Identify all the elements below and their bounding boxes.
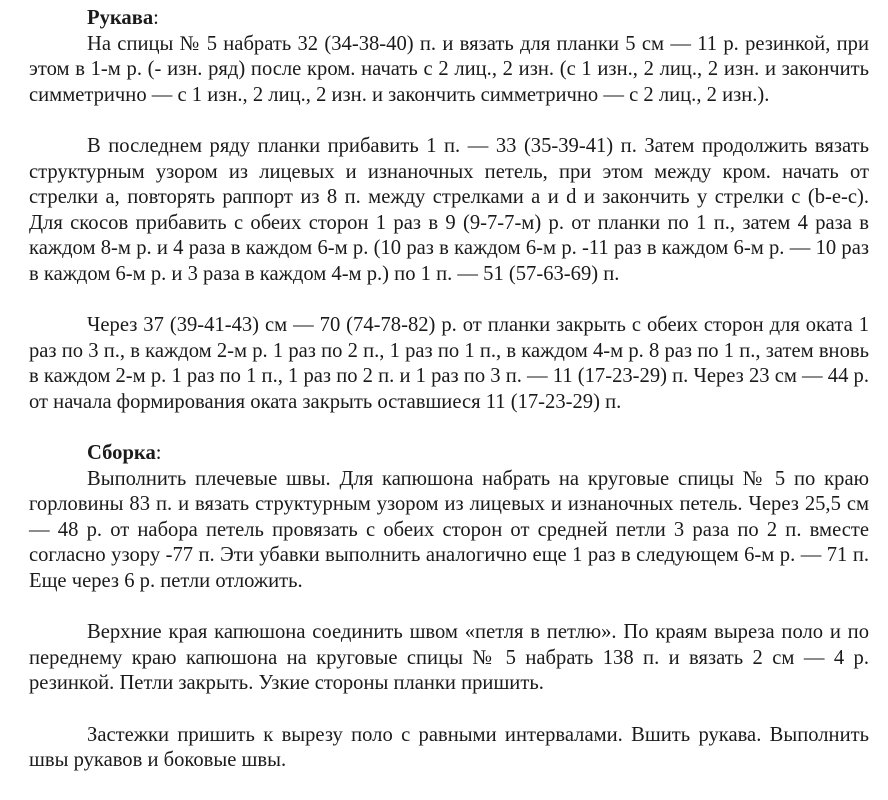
assembly-heading-colon: : [155,442,162,465]
sleeves-heading-text: Рукава [87,7,154,29]
sleeves-paragraph-1: На спицы № 5 набрать 32 (34-38-40) п. и вязать для планки 5 см — 11 р. резинкой, при этом в 1-м р. (- изн. ряд) после кром. начать с 2 лиц., 2 изн. (с 1 изн., 2 лиц., 2 изн. и закончить симметрично — с 1 изн., 2 лиц., 2 изн. и закончить симметрично — с 2 лиц., 2 изн.). [29,32,869,106]
sleeves-heading [87,6,869,32]
paragraph-spacer [29,697,869,723]
assembly-paragraph-1: Выполнить плечевые швы. Для капюшона набрать на круговые спицы № 5 по краю горловины 83 п. и вязать структурным узором из лицевых и изнаночных петель. Через 25,5 см — 48 р. от набора петель провязать с обеих сторон от средней петли 3 раза по 2 п. вместе согласно узору -77 п. Эти убавки выполнить аналогично еще 1 раз в следующем 6-м р. — 71 п. Еще через 6 р. петли отложить. [29,467,869,593]
paragraph-spacer [29,108,869,134]
paragraph-spacer [29,288,869,314]
sleeves-heading-colon: : [153,7,159,29]
assembly-heading [87,441,869,467]
paragraph-spacer [29,595,869,621]
document-page [29,6,869,774]
assembly-heading-text: Сборка [87,442,156,465]
sleeves-paragraph-3: Через 37 (39-41-43) см — 70 (74-78-82) р. от планки закрыть с обеих сторон для оката 1 раз по 3 п., в каждом 2-м р. 1 раз по 2 п., 1 раз по 1 п., в каждом 4-м р. 8 раз по 1 п., затем вновь в каждом 2-м р. 1 раз по 1 п., 1 раз по 2 п. и 1 раз по 3 п. — 11 (17-23-29) п. Через 23 см — 44 р. от начала формирования оката закрыть оставшиеся 11 (17-23-29) п. [29,314,869,413]
sleeves-paragraph-2: В последнем ряду планки прибавить 1 п. — 33 (35-39-41) п. Затем продолжить вязать структурным узором из лицевых и изнаночных петель, при этом между кром. начать от стрелки а, повторять раппорт из 8 п. между стрелками а и d и закончить у стрелки с (b-e-c). Для скосов прибавить с обеих сторон 1 раз в 9 (9-7-7-м) р. от планки по 1 п., затем 4 раза в каждом 8-м р. и 4 раза в каждом 6-м р. (10 раз в каждом 6-м р. -11 раз в каждом 6-м р. — 10 раз в каждом 6-м р. и 3 раза в каждом 4-м р.) по 1 п. — 51 (57-63-69) п. [29,134,869,285]
paragraph-spacer [29,416,869,442]
assembly-paragraph-2: Верхние края капюшона соединить швом «петля в петлю». По краям выреза поло и по переднему краю капюшона на круговые спицы № 5 набрать 138 п. и вязать 2 см — 4 р. резинкой. Петли закрыть. Узкие стороны планки пришить. [29,621,869,695]
assembly-paragraph-3: Застежки пришить к вырезу поло с равными интервалами. Вшить рукава. Выполнить швы рукавов и боковые швы. [29,723,869,772]
